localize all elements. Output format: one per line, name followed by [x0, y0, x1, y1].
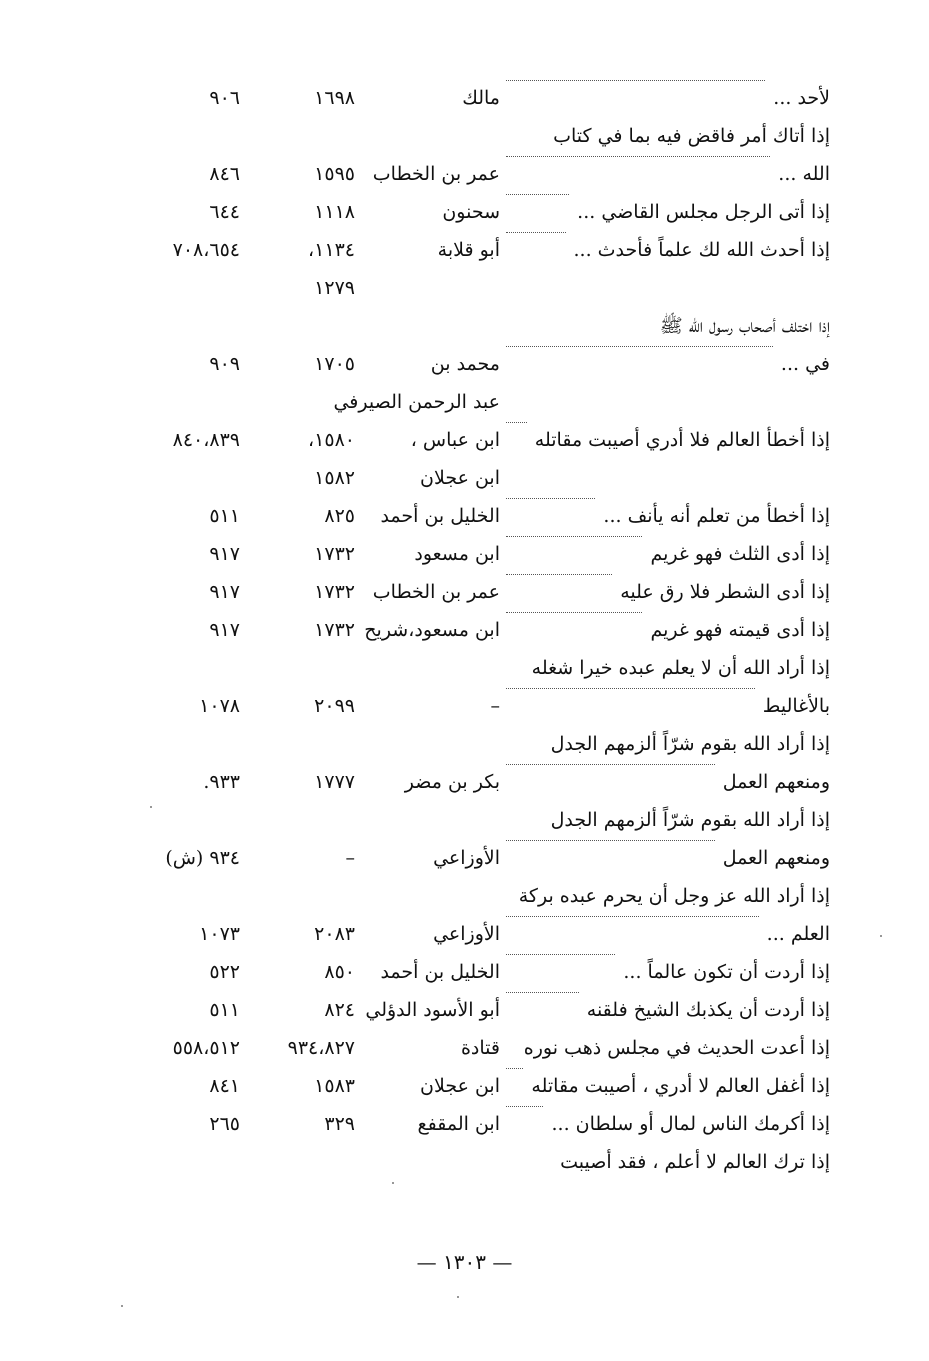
dotted-leader: [506, 80, 765, 81]
entry-phrase: إذا أحدث الله لك علماً فأحدث ...: [573, 239, 830, 261]
entry-phrase: إذا أخطأ من تعلم أنه يأنف ...: [603, 505, 830, 527]
entry-author: ابن مسعود،شريح: [364, 619, 500, 641]
entry-number: ١٦٩٨: [314, 87, 355, 109]
dotted-leader: [506, 840, 715, 841]
entry-phrase: بالأغاليط: [762, 695, 830, 717]
entry-number: ١٧٣٢: [314, 619, 355, 641]
entry-page: ٩٣٤ (ش): [165, 847, 240, 869]
entry-page: ١٠٧٣: [199, 923, 240, 945]
entry-author: الخليل بن أحمد: [380, 505, 500, 527]
entry-author: ابن مسعود: [414, 543, 500, 565]
entry-phrase: إذا أتاك أمر فاقض فيه بما في كتاب: [553, 125, 830, 147]
entry-phrase: إذا أعدت الحديث في مجلس ذهب نوره: [523, 1037, 830, 1059]
dotted-leader: [506, 536, 642, 537]
index-row: [120, 650, 830, 686]
index-row: [120, 840, 830, 876]
entry-author: ابن عجلان: [420, 1075, 500, 1097]
entry-page: ٥١١: [209, 505, 240, 527]
dotted-leader: [506, 1106, 543, 1107]
entry-number: ٢٠٨٣: [314, 923, 355, 945]
entry-phrase: إذا أراد الله أن لا يعلم عبده خيرا شغله: [531, 657, 830, 679]
dotted-leader: [506, 954, 615, 955]
dotted-leader: [506, 422, 527, 423]
entry-phrase: إذا أراد الله عز وجل أن يحرم عبده بركة: [518, 885, 830, 907]
entry-phrase: إذا اختلف أصحاب رسول الله ﷺ: [659, 315, 830, 337]
entry-author: بكر بن مضر: [404, 771, 500, 793]
scan-speck: [392, 1182, 394, 1184]
entry-phrase: ومنعهم العمل: [722, 847, 830, 869]
entry-number: –: [345, 847, 355, 869]
scan-speck: [457, 1296, 459, 1298]
index-row: [120, 156, 830, 192]
entry-number: ٣٢٩: [324, 1113, 355, 1135]
entry-number: ١١٣٤،: [308, 239, 355, 261]
entry-author: ابن المقفع: [417, 1113, 500, 1135]
entry-page: ٨٤٠،٨٣٩: [172, 429, 240, 451]
index-row: [120, 802, 830, 838]
entry-author: ابن عجلان: [420, 467, 500, 489]
entry-number: ١٢٧٩: [314, 277, 355, 299]
index-row: [120, 1030, 830, 1066]
dotted-leader: [506, 1068, 523, 1069]
entry-author: الخليل بن أحمد: [380, 961, 500, 983]
entry-number: ١٥٨٢: [314, 467, 355, 489]
entry-number: ٨٢٥: [324, 505, 355, 527]
entry-number: ١٥٨٠،: [308, 429, 355, 451]
index-row: [120, 574, 830, 610]
index-row: [120, 764, 830, 800]
entry-page: ٩١٧: [209, 543, 240, 565]
dotted-leader: [506, 992, 579, 993]
index-row: [120, 992, 830, 1028]
entry-number: ٨٢٤: [324, 999, 355, 1021]
dotted-leader: [506, 612, 642, 613]
entry-phrase: إذا أغفل العالم لا أدري ، أصيبت مقاتله: [531, 1075, 830, 1097]
dotted-leader: [506, 574, 612, 575]
entry-phrase: إذا أدى الشطر فلا رق عليه: [620, 581, 830, 603]
entry-phrase: إذا أدى الثلث فهو غريم: [650, 543, 830, 565]
entry-page: ١٠٧٨: [199, 695, 240, 717]
entry-page: ٢٦٥: [209, 1113, 240, 1135]
entry-page: ٩٠٦: [209, 87, 240, 109]
index-row: [120, 346, 830, 382]
entry-phrase: إذا أراد الله بقوم شرّاً ألزمهم الجدل: [550, 809, 830, 831]
entry-page: ٥٢٢: [209, 961, 240, 983]
entry-page: ٧٠٨،٦٥٤: [172, 239, 240, 261]
scan-speck: [880, 935, 882, 937]
entry-page: ٨٤١: [209, 1075, 240, 1097]
entry-number: ١٧٧٧: [314, 771, 355, 793]
entry-page: ٩١٧: [209, 619, 240, 641]
entry-phrase: الله ...: [778, 163, 830, 185]
index-row: [120, 612, 830, 648]
entry-author: عمر بن الخطاب: [372, 581, 500, 603]
entry-phrase: إذا ترك العالم لا أعلم ، فقد أصيبت: [560, 1151, 830, 1173]
entry-author: عمر بن الخطاب: [372, 163, 500, 185]
entry-phrase: إذا أخطأ العالم فلا أدري أصيبت مقاتله: [534, 429, 830, 451]
entry-author: محمد بن: [430, 353, 500, 375]
entry-phrase: لأحد ...: [773, 87, 830, 109]
index-row: [120, 1144, 830, 1180]
entry-author: مالك: [462, 87, 500, 109]
index-row: [120, 194, 830, 230]
entry-number: ١٥٩٥: [314, 163, 355, 185]
entry-author: أبو قلابة: [437, 239, 500, 261]
dotted-leader: [506, 156, 770, 157]
dotted-leader: [506, 916, 759, 917]
entry-phrase: إذا أكرمك الناس لمال أو سلطان ...: [551, 1113, 830, 1135]
index-row: [120, 422, 830, 458]
entry-number: ١٥٨٣: [314, 1075, 355, 1097]
index-row: [120, 232, 830, 268]
entry-page: ٩٠٩: [209, 353, 240, 375]
dotted-leader: [506, 346, 773, 347]
entry-phrase: العلم ...: [766, 923, 830, 945]
dotted-leader: [506, 194, 569, 195]
index-row: [120, 726, 830, 762]
entry-author: ابن عباس ،: [410, 429, 500, 451]
index-row: [120, 80, 830, 116]
index-row: [120, 498, 830, 534]
dotted-leader: [506, 498, 595, 499]
dotted-leader: [506, 688, 755, 689]
entry-number: ١٧٣٢: [314, 581, 355, 603]
index-row: [120, 460, 830, 496]
entry-number: ٩٣٤،٨٢٧: [287, 1037, 355, 1059]
entry-phrase: إذا أردت أن تكون عالماً ...: [623, 961, 830, 983]
entry-page: ٩٣٣.: [203, 771, 240, 793]
index-row: [120, 384, 830, 420]
entry-author: عبد الرحمن الصيرفي: [333, 391, 500, 413]
index-row: [120, 878, 830, 914]
index-row: [120, 954, 830, 990]
entry-author: قتادة: [460, 1037, 500, 1059]
index-row: [120, 688, 830, 724]
entry-author: –: [490, 695, 500, 717]
entry-author: سحنون: [442, 201, 500, 223]
entry-phrase: إذا أراد الله بقوم شرّاً ألزمهم الجدل: [550, 733, 830, 755]
entry-number: ١٧٠٥: [314, 353, 355, 375]
entry-phrase: إذا أدى قيمته فهو غريم: [650, 619, 830, 641]
scan-speck: [150, 806, 152, 808]
dotted-leader: [506, 764, 715, 765]
entry-author: الأوزاعي: [433, 923, 500, 945]
entry-number: ١٧٣٢: [314, 543, 355, 565]
entry-page: ٦٤٤: [209, 201, 240, 223]
index-row: [120, 308, 830, 344]
entry-phrase: ومنعهم العمل: [722, 771, 830, 793]
dotted-leader: [506, 232, 566, 233]
page-number: — ١٣٠٣ —: [416, 1250, 513, 1274]
index-row: [120, 118, 830, 154]
index-row: [120, 1068, 830, 1104]
entry-phrase: إذا أتى الرجل مجلس القاضي ...: [577, 201, 830, 223]
index-row: [120, 270, 830, 306]
entry-phrase: إذا أردت أن يكذبك الشيخ فلقنه: [586, 999, 830, 1021]
entry-page: ٨٤٦: [209, 163, 240, 185]
scan-speck: [121, 1305, 123, 1307]
entry-page: ٩١٧: [209, 581, 240, 603]
index-row: [120, 1106, 830, 1142]
entry-page: ٥١١: [209, 999, 240, 1021]
index-row: [120, 536, 830, 572]
index-row: [120, 916, 830, 952]
entry-number: ٢٠٩٩: [314, 695, 355, 717]
entry-number: ١١١٨: [314, 201, 355, 223]
entry-author: الأوزاعي: [433, 847, 500, 869]
entry-author: أبو الأسود الدؤلي: [365, 999, 500, 1021]
entry-page: ٥٥٨،٥١٢: [172, 1037, 240, 1059]
entry-number: ٨٥٠: [324, 961, 355, 983]
entry-phrase: في ...: [780, 353, 830, 375]
